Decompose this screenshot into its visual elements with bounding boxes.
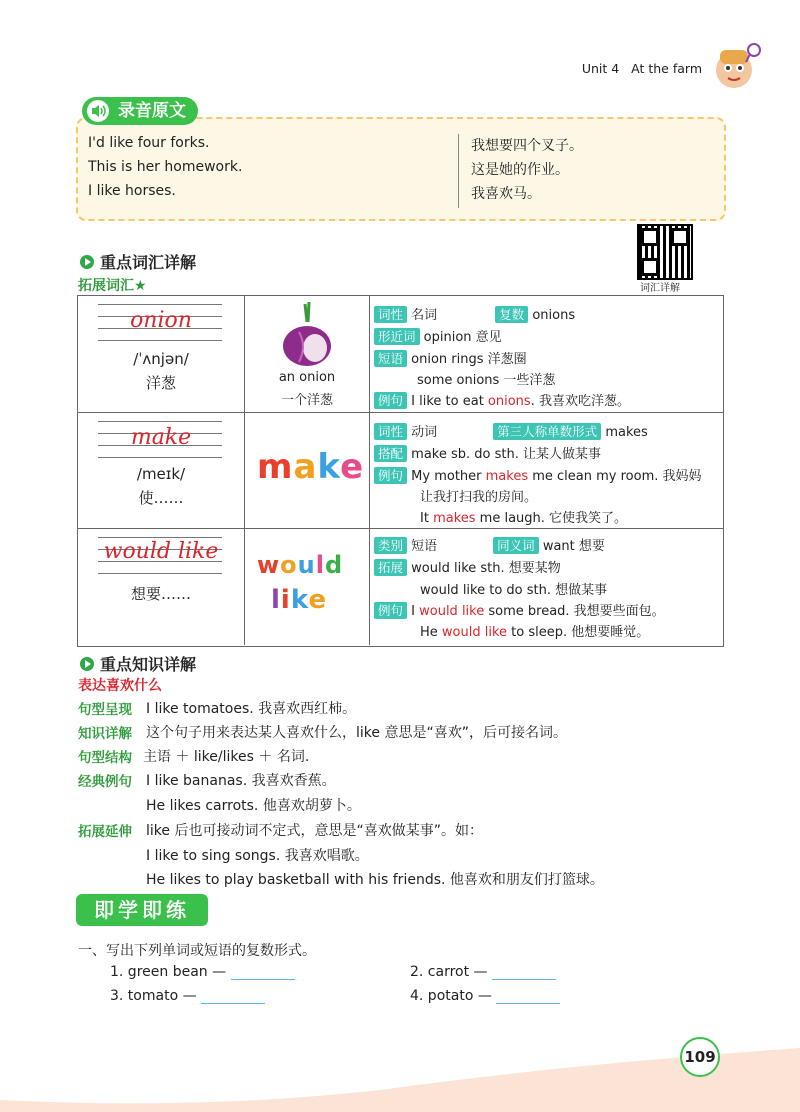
knowledge-text: He likes carrots. 他喜欢胡萝卜。 (146, 798, 361, 814)
transcript-cn-1: 我想要四个叉子。 (471, 138, 583, 154)
word-art: make (257, 447, 365, 487)
practice-item-text: 4. potato — (410, 988, 492, 1004)
word-art-2: like (271, 585, 328, 615)
tag-synonym: 同义词 (493, 537, 539, 554)
detail-line (420, 507, 627, 526)
play-bullet-icon (80, 657, 94, 671)
detail-text: makes (605, 425, 648, 440)
detail-line: 让我打扫我的房间。 (420, 490, 538, 505)
detail-text: 名词 (411, 308, 438, 323)
tag-pos: 词性 (374, 423, 407, 440)
tag-phrase: 短语 (374, 350, 407, 367)
phonetic: /meɪk/ (136, 465, 186, 483)
practice-item-text: 1. green bean — (110, 964, 227, 980)
detail-line: some onions 一些洋葱 (417, 373, 556, 388)
practice-item-2 (410, 964, 556, 980)
practice-item-4 (410, 988, 560, 1004)
onion-icon (279, 302, 335, 368)
answer-blank[interactable] (492, 965, 556, 980)
vocab-subheading: 拓展词汇★ (78, 278, 147, 294)
detail-cell (370, 296, 720, 412)
vocab-heading-text: 重点词汇详解 (100, 253, 197, 272)
detail-line (374, 390, 630, 409)
practice-item-text: 2. carrot — (410, 964, 488, 980)
knowledge-label: 知识详解 (78, 726, 132, 742)
transcript-title-text: 录音原文 (118, 101, 186, 121)
detail-text: me clean my room. 我妈妈 (528, 469, 702, 484)
detail-cell (370, 529, 720, 645)
word-cell (78, 529, 245, 645)
tag-pos: 词性 (374, 306, 407, 323)
practice-title: 即学即练 (76, 894, 208, 926)
knowledge-label: 句型结构 (78, 750, 132, 766)
practice-item-3 (110, 988, 265, 1004)
unit-title: At the farm (631, 61, 702, 76)
tag-extension: 拓展 (374, 559, 407, 576)
tag-collocation: 搭配 (374, 445, 407, 462)
knowledge-heading-text: 重点知识详解 (100, 655, 197, 674)
picture-cell (245, 296, 370, 412)
unit-number: Unit 4 (581, 61, 620, 76)
word-meaning: 使…… (138, 489, 184, 507)
transcript-en-2: This is her homework. (88, 159, 243, 175)
highlight-word: would like (441, 625, 508, 640)
detail-text: would like sth. 想要某物 (411, 561, 561, 576)
handwritten-word: make (130, 425, 192, 450)
knowledge-text: 这个句子用来表达某人喜欢什么，like 意思是“喜欢”，后可接名词。 (146, 725, 567, 741)
detail-text: opinion 意见 (423, 330, 502, 345)
unit-header (582, 61, 702, 76)
transcript-divider (458, 134, 459, 208)
handwritten-word: would like (103, 539, 219, 564)
highlight-word: onions (487, 394, 531, 409)
detail-line (374, 465, 702, 484)
answer-blank[interactable] (231, 965, 295, 980)
tag-plural: 复数 (495, 306, 528, 323)
qr-label: 词汇详解 (640, 283, 680, 294)
answer-blank[interactable] (496, 989, 560, 1004)
detail-text: me laugh. 它使我笑了。 (475, 511, 628, 526)
detail-line (374, 421, 648, 440)
vocab-heading (80, 250, 196, 273)
detail-line (420, 621, 649, 640)
picture-caption-en: an onion (278, 370, 336, 385)
detail-text: onions (532, 308, 576, 323)
knowledge-text: 主语 ＋ like/likes ＋ 名词. (143, 749, 310, 765)
vocab-row-onion (78, 296, 723, 413)
knowledge-label: 经典例句 (78, 774, 132, 790)
speaker-icon (87, 100, 109, 122)
word-meaning: 洋葱 (145, 374, 176, 392)
picture-cell (245, 413, 370, 528)
practice-question: 一、写出下列单词或短语的复数形式。 (78, 943, 316, 959)
knowledge-text: I like to sing songs. 我喜欢唱歌。 (146, 848, 369, 864)
handwritten-word: onion (130, 308, 192, 333)
tag-example: 例句 (374, 392, 407, 409)
detail-text: I (411, 604, 420, 619)
transcript-title (82, 97, 198, 125)
word-cell (78, 296, 245, 412)
detail-text: He (420, 625, 442, 640)
vocab-table (77, 295, 724, 647)
detail-text: onion rings 洋葱圈 (411, 352, 527, 367)
detail-text: 动词 (411, 425, 438, 440)
knowledge-topic: 表达喜欢什么 (78, 678, 162, 694)
tag-category: 类别 (374, 537, 407, 554)
transcript-en-1: I'd like four forks. (88, 135, 210, 151)
detail-text: to sleep. 他想要睡觉。 (507, 625, 650, 640)
word-art-1: would (257, 551, 344, 579)
detail-line (374, 557, 561, 576)
transcript-cn-3: 我喜欢马。 (471, 186, 541, 202)
page-number: 109 (680, 1037, 720, 1077)
knowledge-text: I like bananas. 我喜欢香蕉。 (146, 773, 336, 789)
knowledge-label: 句型呈现 (78, 702, 132, 718)
tag-third-person: 第三人称单数形式 (493, 423, 601, 440)
transcript-en-3: I like horses. (88, 183, 176, 199)
detail-line (374, 600, 665, 619)
vocab-row-would-like (78, 529, 723, 645)
tag-similar: 形近词 (374, 328, 420, 345)
detail-line (374, 326, 502, 345)
highlight-word: makes (433, 511, 476, 526)
word-meaning: 想要…… (130, 585, 191, 603)
knowledge-text: like 后也可接动词不定式，意思是“喜欢做某事”。如： (146, 823, 483, 839)
practice-item-text: 3. tomato — (110, 988, 197, 1004)
knowledge-text: I like tomatoes. 我喜欢西红柿。 (146, 701, 357, 717)
transcript-cn-2: 这是她的作业。 (471, 162, 569, 178)
detail-line (374, 304, 575, 323)
detail-text: want 想要 (542, 539, 605, 554)
play-bullet-icon (80, 255, 94, 269)
picture-cell (245, 529, 370, 645)
knowledge-label: 拓展延伸 (78, 824, 132, 840)
detail-text: some bread. 我想要些面包。 (484, 604, 665, 619)
detail-line (374, 535, 605, 554)
detail-text: 短语 (411, 539, 438, 554)
picture-caption-cn: 一个洋葱 (280, 393, 333, 408)
phonetic: /ˈʌnjən/ (133, 350, 189, 368)
detail-cell (370, 413, 720, 528)
mascot-icon (712, 40, 764, 92)
knowledge-text: He likes to play basketball with his friends. 他喜欢和朋友们打篮球。 (146, 872, 604, 888)
detail-text: It (420, 511, 434, 526)
detail-text: make sb. do sth. 让某人做某事 (411, 447, 601, 462)
word-cell (78, 413, 245, 528)
practice-item-1 (110, 964, 295, 980)
detail-line: would like to do sth. 想做某事 (420, 583, 608, 598)
highlight-word: would like (419, 604, 485, 619)
qr-code-icon[interactable] (637, 224, 693, 280)
vocab-row-make (78, 413, 723, 529)
detail-text: I like to eat (411, 394, 488, 409)
highlight-word: makes (485, 469, 529, 484)
tag-example: 例句 (374, 467, 407, 484)
detail-text: . 我喜欢吃洋葱。 (530, 394, 630, 409)
detail-text: My mother (411, 469, 486, 484)
answer-blank[interactable] (201, 989, 265, 1004)
detail-line (374, 348, 527, 367)
detail-line (374, 443, 601, 462)
knowledge-heading (80, 652, 196, 675)
tag-example: 例句 (374, 602, 407, 619)
